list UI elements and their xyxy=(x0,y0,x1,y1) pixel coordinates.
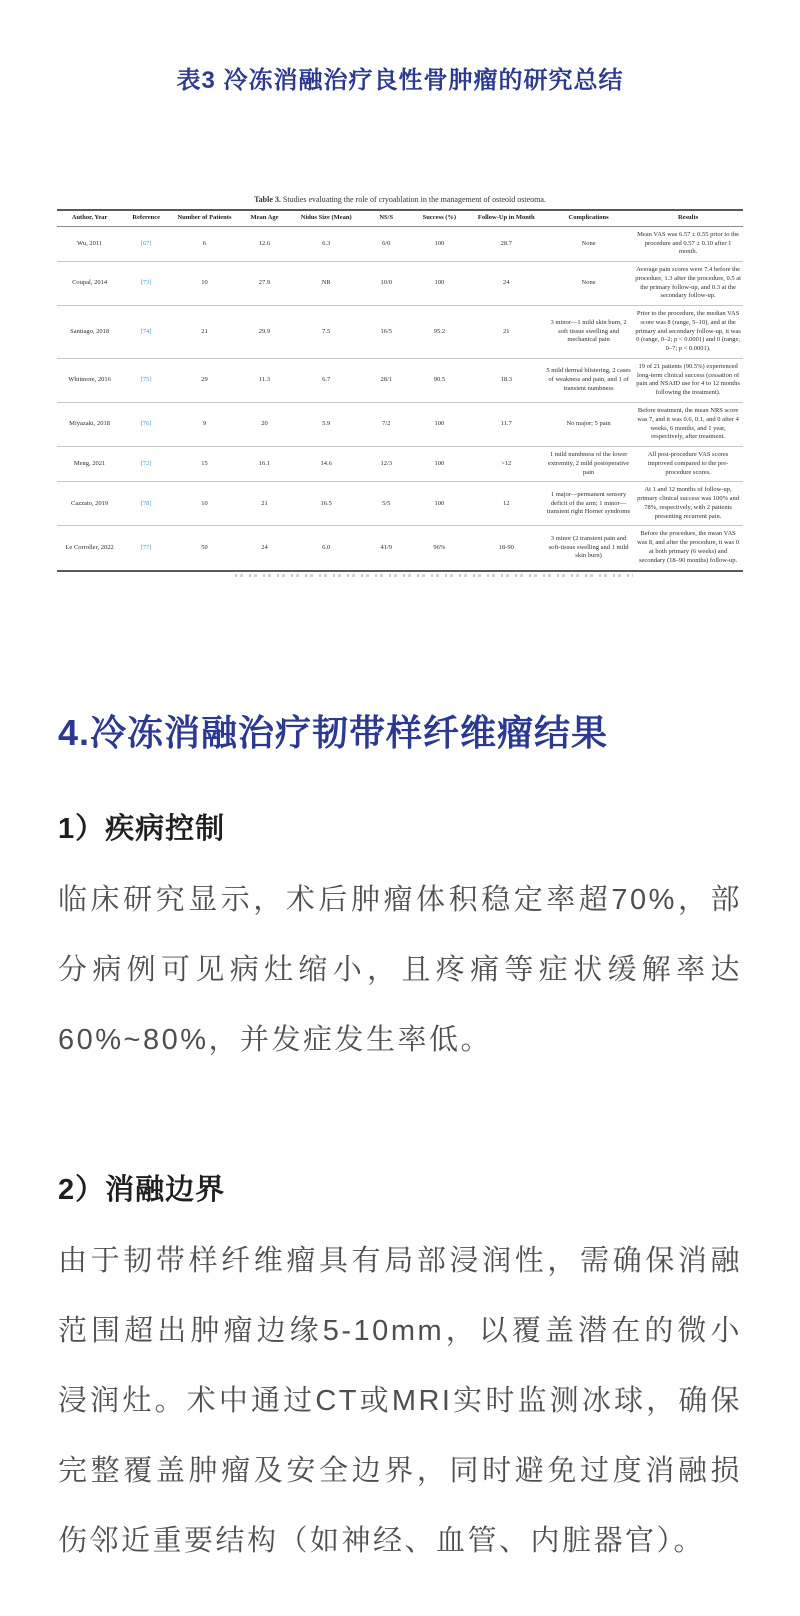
table-row xyxy=(57,447,743,482)
table-cell: NR xyxy=(290,262,362,306)
table-cell: Mean VAS was 6.57 ± 0.55 prior to the procedure and 0.57 ± 0.10 after 1 month. xyxy=(637,230,740,256)
table-cell: >12 xyxy=(469,447,544,482)
table-cell: Coupal, 2014 xyxy=(57,262,122,306)
table-cell: 16.5 xyxy=(290,482,362,526)
article-page xyxy=(0,60,800,1616)
table-cell: 28/1 xyxy=(362,358,410,402)
table-row xyxy=(57,403,743,447)
reference-citation: [78] xyxy=(122,482,170,526)
table-cell: 100 xyxy=(410,262,468,306)
column-header: NS/S xyxy=(362,210,410,226)
table-row xyxy=(57,482,743,526)
table-cell: 3 minor (2 transient pain and soft-tissue swelling and 1 mild skin burn) xyxy=(544,526,633,571)
table-cell: 50 xyxy=(170,526,239,571)
subsection-1-heading: 1）疾病控制 xyxy=(58,812,226,845)
table-cell: 11.7 xyxy=(469,403,544,447)
table-cell: Le Corroller, 2022 xyxy=(57,526,122,571)
table-cell: All post-procedure VAS scores improved compared to the pre-procedure scores. xyxy=(633,447,743,482)
table-cell: 5 mild dermal blistering, 2 cases of weakness and pain, and 1 of transient numbness xyxy=(544,358,633,402)
table-row xyxy=(57,262,743,306)
table-cell: Prior to the procedure, the median VAS score was 8 (range, 5–10), and at the primary and secondary follow-up, it was 0 (range, 0–2; p < 0.0001) and 0 (range, 0–7; p < 0.0001). xyxy=(633,306,743,359)
page-title: 表3 冷冻消融治疗良性骨肿瘤的研究总结 xyxy=(176,67,624,94)
table-cell: Santiago, 2018 xyxy=(57,306,122,359)
table-cell: 96% xyxy=(410,526,468,571)
table-cell: 7/2 xyxy=(362,403,410,447)
column-header: Results xyxy=(633,210,743,226)
table-caption-text: Studies evaluating the role of cryoablation in the management of osteoid osteoma. xyxy=(282,195,546,204)
column-header: Success (%) xyxy=(410,210,468,226)
table-cell: 12 xyxy=(469,482,544,526)
table-header-row xyxy=(57,210,743,226)
section-4-heading: 4.冷冻消融治疗韧带样纤维瘤结果 xyxy=(58,711,609,753)
table-cell: 21 xyxy=(170,306,239,359)
table-cell: At 1 and 12 months of follow-up, primary clinical success was 100% and 78%, respectively, with 2 patients presenting recurrent pain. xyxy=(633,482,743,526)
table-cell: 5.9 xyxy=(290,403,362,447)
column-header: Follow-Up in Month xyxy=(469,210,544,226)
table-cell: 100 xyxy=(410,482,468,526)
table-cell: 6.7 xyxy=(290,358,362,402)
column-header: Reference xyxy=(122,210,170,226)
table-cell: 9 xyxy=(170,403,239,447)
table-cell: Wu, 2011 xyxy=(77,239,103,247)
table-caption-label: Table 3. xyxy=(254,195,281,204)
table-cell: 12.6 xyxy=(258,239,271,247)
table-cell: 7.5 xyxy=(290,306,362,359)
reference-citation: [74] xyxy=(122,306,170,359)
table-cell: Miyazaki, 2018 xyxy=(57,403,122,447)
column-header: Nidus Size (Mean) xyxy=(290,210,362,226)
table-cell: Cazzato, 2019 xyxy=(57,482,122,526)
table-cell: 21 xyxy=(469,306,544,359)
column-header: Author, Year xyxy=(57,210,122,226)
table-cell: 1 mild numbness of the lower extremity, 2 mild postoperative pain xyxy=(544,447,633,482)
table-cell: No major; 5 pain xyxy=(544,403,633,447)
table-cell: 100 xyxy=(410,447,468,482)
table-cell: Meng, 2021 xyxy=(57,447,122,482)
subsection-2-heading: 2）消融边界 xyxy=(58,1173,226,1206)
table-cell: 16/5 xyxy=(362,306,410,359)
table-cell: 1 major—permanent sensory deficit of the arm; 1 minor—transient right Horner syndrome xyxy=(544,482,633,526)
table-cell: 10/0 xyxy=(362,262,410,306)
table-cell: 29 xyxy=(170,358,239,402)
column-header: Mean Age xyxy=(239,210,290,226)
table-cell: 28.7 xyxy=(500,239,512,247)
reference-citation: [76] xyxy=(122,403,170,447)
table-cell: 21 xyxy=(239,482,290,526)
table-cell: 19 of 21 patients (90.5%) experienced long-term clinical success (cessation of pain and NSAID use for 4 to 12 months following the treatment). xyxy=(633,358,743,402)
subsection-1-paragraph: 临床研究显示，术后肿瘤体积稳定率超70%，部分病例可见病灶缩小，且疼痛等症状缓解率达60%~80%，并发症发生率低。 xyxy=(58,883,742,1056)
table-row xyxy=(57,358,743,402)
table-row xyxy=(57,526,743,571)
embedded-table-figure xyxy=(57,195,743,577)
table-cell: Average pain scores were 7.4 before the procedure, 1.3 after the procedure, 0.5 at the primary follow-up, and 0.3 at the secondary follow-up. xyxy=(633,262,743,306)
table-cell: 18.3 xyxy=(469,358,544,402)
table-cell: 6/0 xyxy=(382,239,391,247)
table-cell: 24 xyxy=(239,526,290,571)
table-cell: Whitmore, 2016 xyxy=(57,358,122,402)
reference-citation: [75] xyxy=(122,358,170,402)
table-cell: None xyxy=(581,239,596,247)
reference-citation: [73] xyxy=(122,262,170,306)
table-cell: 20 xyxy=(239,403,290,447)
table-cell: 24 xyxy=(469,262,544,306)
table-cell: 10 xyxy=(170,262,239,306)
table-cell: 95.2 xyxy=(410,306,468,359)
table-cell: 6.3 xyxy=(322,239,331,247)
column-header: Number of Patients xyxy=(170,210,239,226)
column-header: Complications xyxy=(544,210,633,226)
table-cell: 90.5 xyxy=(410,358,468,402)
studies-table xyxy=(57,209,743,572)
reference-citation: [77] xyxy=(122,526,170,571)
table-cell: 15 xyxy=(170,447,239,482)
table-cell: 27.9 xyxy=(239,262,290,306)
table-cell: Before the procedure, the mean VAS was 8, and after the procedure, it was 0 at both primary (6 weeks) and secondary (18–90 months) follow-up. xyxy=(633,526,743,571)
table-cell: 11.3 xyxy=(239,358,290,402)
clipped-table-footnote xyxy=(235,574,633,577)
table-cell: 100 xyxy=(410,403,468,447)
table-cell: 6 xyxy=(202,239,207,247)
table-cell: 5/5 xyxy=(362,482,410,526)
table-cell: 6.0 xyxy=(290,526,362,571)
table-cell: 14.6 xyxy=(290,447,362,482)
table-cell: Before treatment, the mean NRS score was 7, and it was 0.6, 0.1, and 0 after 4 weeks, 6 months, and 1 year, respectively, after treatment. xyxy=(633,403,743,447)
table-cell: 29.9 xyxy=(239,306,290,359)
table-row xyxy=(57,306,743,359)
table-cell: 3 minor—1 mild skin burn, 2 soft tissue swelling and mechanical pain xyxy=(544,306,633,359)
table-cell: 100 xyxy=(434,239,445,247)
reference-citation: [72] xyxy=(122,447,170,482)
reference-citation: [67] xyxy=(140,239,152,247)
table-caption xyxy=(57,195,743,204)
table-cell: 16.1 xyxy=(239,447,290,482)
table-row xyxy=(57,226,743,261)
table-cell: 12/3 xyxy=(362,447,410,482)
table-cell: None xyxy=(544,262,633,306)
subsection-2-paragraph: 由于韧带样纤维瘤具有局部浸润性，需确保消融范围超出肿瘤边缘5-10mm，以覆盖潜在的微小浸润灶。术中通过CT或MRI实时监测冰球，确保完整覆盖肿瘤及安全边界，同时避免过度消融损伤邻近重要结构（如神经、血管、内脏器官）。 xyxy=(58,1244,742,1557)
table-cell: 18-90 xyxy=(469,526,544,571)
table-cell: 41/9 xyxy=(362,526,410,571)
table-cell: 10 xyxy=(170,482,239,526)
